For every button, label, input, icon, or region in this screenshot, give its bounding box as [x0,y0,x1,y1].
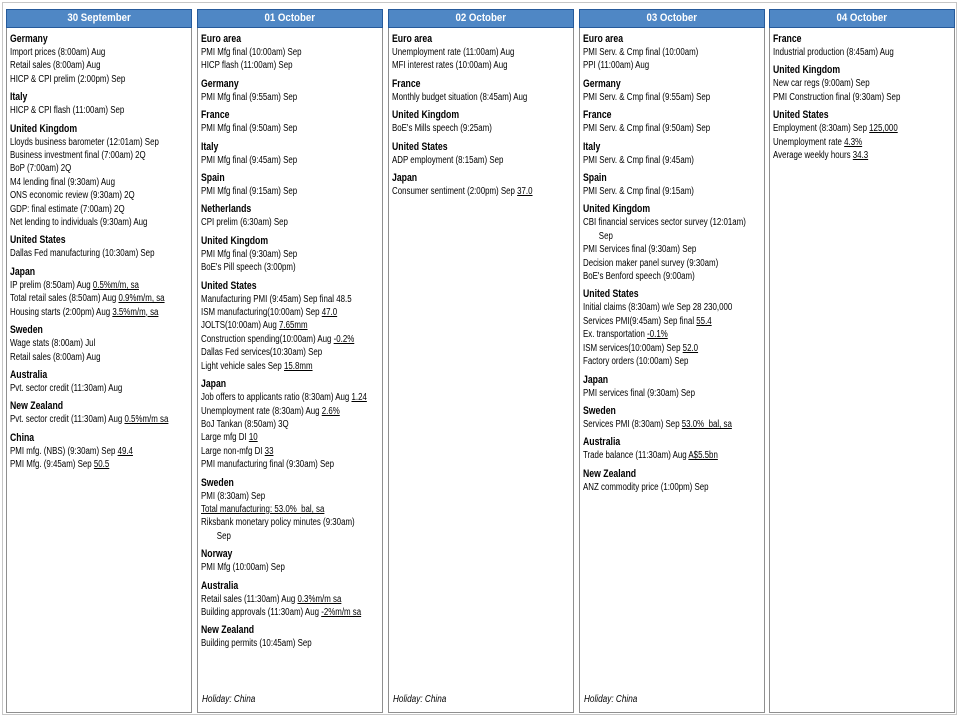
day-column [769,9,955,713]
country-section [201,579,382,620]
country-section [201,476,382,544]
country-section [201,234,382,275]
country-section [583,140,764,167]
country-name: United Kingdom [583,203,651,216]
event-line: Wage stats (8:00am) Jul [10,338,96,350]
event-line: CBI financial services sector survey (12:01am) [583,217,746,229]
country-name: France [773,33,802,45]
event-line: Import prices (8:00am) Aug [10,47,106,58]
event-line: PMI Mfg. (9:45am) Sep 50.5 [10,459,110,471]
event-line: Ex. transportation -0.1% [583,329,668,341]
event-line: Building approvals (11:30am) Aug -2%m/m sa [201,606,362,618]
holiday-note: Holiday: China [202,694,256,705]
country-section [392,140,573,167]
country-section [392,108,573,135]
country-section [10,399,191,426]
event-line: Unemployment rate (8:30am) Aug 2.6% [201,405,340,417]
event-line: PMI Mfg (10:00am) Sep [201,562,285,574]
event-value: A$5.5bn [688,450,718,462]
event-line-continuation: Sep [216,530,231,542]
event-line: Manufacturing PMI (9:45am) Sep final 48.5 [201,293,352,305]
country-section [583,77,764,104]
country-section [201,623,382,650]
country-name: France [583,109,612,122]
day-events [583,31,764,494]
event-line: Employment (8:30am) Sep 125,000 [773,123,898,135]
event-line: Unemployment rate 4.3% [773,136,863,148]
event-line: Services PMI (8:30am) Sep 53.0% bal, sa [583,418,732,430]
country-section [201,377,382,471]
country-name: New Zealand [583,467,637,480]
event-line: PMI Serv. & Cmp final (9:45am) [583,154,694,166]
country-name: Germany [10,33,48,45]
event-value: -0.1% [647,329,668,341]
day-header-label: 01 October [264,12,316,24]
event-line: Services PMI(9:45am) Sep final 55.4 [583,315,712,327]
country-name: United States [773,109,829,122]
country-section [583,32,764,73]
event-line: PMI Mfg final (9:55am) Sep [201,91,298,103]
country-name: United Kingdom [773,64,841,77]
event-line: Trade balance (11:30am) Aug A$5.5bn [583,450,718,462]
country-section [392,77,573,104]
event-line: Building permits (10:45am) Sep [201,638,312,650]
country-section [10,32,191,86]
event-line: Light vehicle sales Sep 15.8mm [201,360,313,372]
country-section [583,171,764,198]
event-line: ISM manufacturing(10:00am) Sep 47.0 [201,307,338,319]
country-name: New Zealand [10,400,64,413]
country-section [583,467,764,494]
event-line: CPI prelim (6:30am) Sep [201,217,288,229]
event-line: PPI (11:00am) Aug [583,60,650,72]
country-section [773,108,954,162]
event-line: Retail sales (8:00am) Aug [10,60,101,72]
event-line: BoE's Mills speech (9:25am) [392,123,492,135]
country-name: Italy [583,140,601,153]
event-value: 55.4 [696,315,712,327]
country-section [10,233,191,260]
event-line: PMI Mfg final (10:00am) Sep [201,47,302,58]
event-value: 0.9%m/m, sa [118,293,165,305]
country-name: United Kingdom [201,234,269,247]
country-name: Norway [201,548,233,561]
country-name: Spain [201,172,225,185]
event-line: BoP (7:00am) 2Q [10,163,72,175]
country-name: Japan [201,378,227,391]
event-line: BoE's Benford speech (9:00am) [583,271,695,283]
event-line: Net lending to individuals (9:30am) Aug [10,217,148,229]
event-value: 2.6% [321,405,340,417]
country-name: Australia [201,579,239,592]
day-header-label: 03 October [646,12,698,24]
event-line: HICP & CPI prelim (2:00pm) Sep [10,73,126,85]
holiday-note: Holiday: China [393,694,447,705]
event-line: PMI Mfg final (9:15am) Sep [201,186,298,198]
country-name: Sweden [201,476,234,489]
event-line: ADP employment (8:15am) Sep [392,154,504,166]
event-line: Consumer sentiment (2:00pm) Sep 37.0 [392,186,533,198]
country-name: United States [10,234,66,247]
country-name: Australia [583,436,621,449]
country-section [201,202,382,229]
country-name: Italy [10,91,28,104]
event-line: PMI manufacturing final (9:30am) Sep [201,459,335,471]
event-line: Initial claims (8:30am) w/e Sep 28 230,000 [583,302,733,314]
day-header-label: 04 October [836,12,888,24]
event-value: 53.0% bal, sa [681,418,732,430]
day-header [579,9,765,28]
country-name: Japan [10,265,36,278]
country-name: Germany [583,77,621,90]
event-line: PMI Construction final (9:30am) Sep [773,91,901,103]
country-name: New Zealand [201,624,255,637]
event-value: 49.4 [117,445,133,457]
country-name: Spain [583,172,607,185]
event-value: 125,000 [869,123,898,135]
country-name: Euro area [201,33,242,45]
event-line: PMI Serv. & Cmp final (9:50am) Sep [583,123,711,135]
event-line: Industrial production (8:45am) Aug [773,47,894,58]
country-section [10,368,191,395]
event-line: Retail sales (8:00am) Aug [10,351,101,363]
event-line: HICP & CPI flash (11:00am) Sep [10,105,125,117]
event-line-continuation: Sep [598,230,613,242]
day-header-label: 30 September [67,12,131,24]
event-line: PMI mfg. (NBS) (9:30am) Sep 49.4 [10,445,133,457]
event-value: 50.5 [93,459,110,471]
event-line: PMI services final (9:30am) Sep [583,387,695,399]
event-line: Factory orders (10:00am) Sep [583,356,689,368]
event-line: Business investment final (7:00am) 2Q [10,150,146,162]
event-line: PMI Mfg final (9:45am) Sep [201,154,298,166]
event-line: IP prelim (8:50am) Aug 0.5%m/m, sa [10,279,139,291]
event-value: 52.0 [682,342,699,354]
day-header [769,9,955,28]
country-name: United Kingdom [10,122,78,135]
holiday-note: Holiday: China [584,694,638,705]
event-line: Large non-mfg DI 33 [201,445,274,457]
event-line: New car regs (9:00am) Sep [773,78,870,90]
country-name: France [201,109,230,122]
event-value: 0.5%m/m sa [124,414,169,426]
event-line: BoE's Pill speech (3:00pm) [201,262,296,274]
country-name: United States [583,288,639,301]
day-events [392,31,573,198]
event-line: Pvt. sector credit (11:30am) Aug 0.5%m/m sa [10,414,169,426]
event-line: Unemployment rate (11:00am) Aug [392,47,515,58]
day-events [10,31,191,472]
event-line: ANZ commodity price (1:00pm) Sep [583,481,709,493]
country-section [583,404,764,431]
country-section [10,265,191,319]
day-content-area [770,28,954,714]
event-line: Construction spending(10:00am) Aug -0.2% [201,333,355,345]
event-line: Dallas Fed manufacturing (10:30am) Sep [10,248,155,260]
day-header [388,9,574,28]
country-name: Euro area [583,33,624,45]
country-section [773,32,954,59]
event-line: PMI Mfg final (9:30am) Sep [201,248,298,260]
event-line: Dallas Fed services(10:30am) Sep [201,347,323,359]
country-section [10,323,191,364]
day-events [201,31,382,651]
day-column [388,9,574,713]
day-header-label: 02 October [455,12,507,24]
event-value: 15.8mm [284,360,313,372]
event-line: Average weekly hours 34.3 [773,150,869,162]
event-value: 1.24 [351,392,367,404]
country-section [201,279,382,373]
country-section [583,202,764,283]
country-section [201,547,382,574]
day-events [773,31,954,162]
event-line: PMI Serv. & Cmp final (9:15am) [583,186,694,198]
event-line: PMI Serv. & Cmp final (9:55am) Sep [583,91,711,103]
day-column [6,9,192,713]
day-content-area [198,28,382,714]
event-line: ISM services(10:00am) Sep 52.0 [583,342,699,354]
event-line: Pvt. sector credit (11:30am) Aug [10,382,123,394]
country-section [583,435,764,462]
event-value: 37.0 [517,186,533,198]
event-line: Retail sales (11:30am) Aug 0.3%m/m sa [201,593,342,605]
event-line [201,503,382,516]
country-section [583,108,764,135]
event-line: Total retail sales (8:50am) Aug 0.9%m/m, sa [10,293,165,305]
event-line: ONS economic review (9:30am) 2Q [10,190,135,202]
day-content-area [7,28,191,714]
event-line: Riksbank monetary policy minutes (9:30am) [201,517,355,529]
event-line: Job offers to applicants ratio (8:30am) Aug 1.24 [201,392,367,404]
event-line: Lloyds business barometer (12:01am) Sep [10,136,159,148]
country-name: Sweden [583,404,616,417]
event-value: 34.3 [852,150,869,162]
event-value: 3.5%m/m, sa [112,306,159,318]
country-section [392,171,573,198]
day-column [579,9,765,713]
event-line: PMI Services final (9:30am) Sep [583,244,697,256]
event-value: 10 [248,432,258,444]
country-name: France [392,77,421,90]
country-section [10,122,191,230]
event-line: M4 lending final (9:30am) Aug [10,176,115,188]
event-value: 0.5%m/m, sa [92,279,139,291]
country-name: Italy [201,140,219,153]
event-line: JOLTS(10:00am) Aug 7.65mm [201,320,308,332]
event-line: BoJ Tankan (8:50am) 3Q [201,418,289,430]
event-line: Housing starts (2:00pm) Aug 3.5%m/m, sa [10,306,159,318]
event-value: 4.3% [844,136,863,148]
country-name: Germany [201,77,239,90]
country-section [773,63,954,104]
country-section [201,77,382,104]
day-content-area [580,28,764,714]
country-name: United Kingdom [392,109,460,122]
event-line: PMI Mfg final (9:50am) Sep [201,123,298,135]
country-name: United States [201,279,257,292]
event-line: MFI interest rates (10:00am) Aug [392,60,508,72]
event-value: Total manufacturing: 53.0% bal, sa [201,503,325,515]
country-section [583,373,764,400]
country-section [201,32,382,73]
country-name: Japan [583,373,609,386]
event-value: -2%m/m sa [321,606,362,618]
event-value: 7.65mm [279,320,308,332]
country-section [201,108,382,135]
event-line: Large mfg DI 10 [201,432,258,444]
event-line: PMI (8:30am) Sep [201,490,266,502]
country-name: Euro area [392,33,433,45]
event-value: 47.0 [321,307,338,319]
country-name: Netherlands [201,203,252,216]
event-line: GDP: final estimate (7:00am) 2Q [10,203,125,215]
country-section [10,431,191,472]
event-line: Monthly budget situation (8:45am) Aug [392,91,528,103]
country-name: China [10,431,35,444]
day-header [197,9,383,28]
country-name: United States [392,140,448,153]
country-name: Japan [392,172,418,185]
event-value: -0.2% [333,333,355,345]
country-name: Australia [10,368,48,381]
event-line: HICP flash (11:00am) Sep [201,60,293,72]
event-line: PMI Serv. & Cmp final (10:00am) [583,47,699,58]
event-line: Decision maker panel survey (9:30am) [583,257,719,269]
country-name: Sweden [10,324,43,337]
event-value: 33 [264,445,274,457]
country-section [392,32,573,73]
country-section [583,287,764,368]
day-content-area [389,28,573,714]
calendar-frame [2,2,957,715]
country-section [201,140,382,167]
day-header [6,9,192,28]
event-value: 0.3%m/m sa [297,593,342,605]
country-section [201,171,382,198]
country-section [10,90,191,117]
day-column [197,9,383,713]
